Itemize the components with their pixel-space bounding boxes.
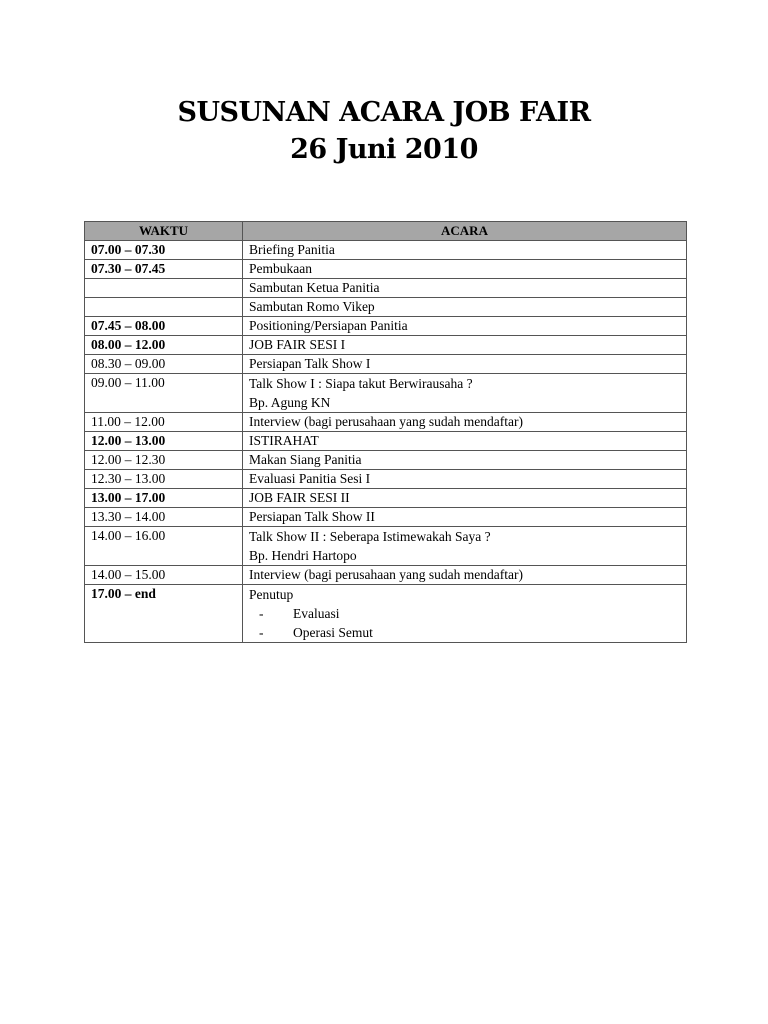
acara-cell: JOB FAIR SESI I [243,336,687,355]
waktu-cell: 17.00 – end [85,585,243,643]
speaker-line: Bp. Agung KN [249,395,331,410]
acara-cell: Persiapan Talk Show II [243,508,687,527]
waktu-cell-empty [85,298,243,317]
waktu-cell: 08.30 – 09.00 [85,355,243,374]
acara-line: Talk Show II : Seberapa Istimewakah Saya ? [249,529,491,544]
waktu-cell: 14.00 – 15.00 [85,566,243,585]
list-item-text: Operasi Semut [293,625,373,640]
table-row [85,355,687,374]
list-item-text: Evaluasi [293,606,340,621]
list-item [249,604,680,623]
table-row [85,470,687,489]
table-row [85,317,687,336]
acara-cell: Persiapan Talk Show I [243,355,687,374]
title-line-1: SUSUNAN ACARA JOB FAIR [177,97,591,128]
table-row [85,451,687,470]
table-row [85,566,687,585]
table-row [85,432,687,451]
waktu-cell-empty [85,279,243,298]
acara-cell [243,527,687,566]
acara-cell: Pembukaan [243,260,687,279]
table-row [85,489,687,508]
table-row [85,260,687,279]
acara-cell: Evaluasi Panitia Sesi I [243,470,687,489]
table-row [85,508,687,527]
waktu-cell: 13.30 – 14.00 [85,508,243,527]
list-dash: - [259,625,264,640]
table-row [85,585,687,643]
acara-line: Talk Show I : Siapa takut Berwirausaha ? [249,376,473,391]
table-header-row [85,222,687,241]
waktu-cell: 09.00 – 11.00 [85,374,243,413]
acara-cell [243,374,687,413]
acara-line: Penutup [249,587,294,602]
acara-cell: Interview (bagi perusahaan yang sudah mendaftar) [243,413,687,432]
closing-items-list [249,604,680,642]
acara-cell: Sambutan Ketua Panitia [243,279,687,298]
waktu-cell: 13.00 – 17.00 [85,489,243,508]
table-row [85,279,687,298]
table-row [85,241,687,260]
acara-cell: ISTIRAHAT [243,432,687,451]
acara-cell: Makan Siang Panitia [243,451,687,470]
waktu-cell: 12.00 – 12.30 [85,451,243,470]
waktu-cell: 12.00 – 13.00 [85,432,243,451]
table-row [85,527,687,566]
waktu-cell: 07.30 – 07.45 [85,260,243,279]
speaker-line: Bp. Hendri Hartopo [249,548,357,563]
waktu-cell: 07.00 – 07.30 [85,241,243,260]
list-dash: - [259,606,264,621]
table-row [85,336,687,355]
acara-cell: Briefing Panitia [243,241,687,260]
waktu-cell: 07.45 – 08.00 [85,317,243,336]
table-row [85,413,687,432]
acara-cell: Positioning/Persiapan Panitia [243,317,687,336]
waktu-cell: 11.00 – 12.00 [85,413,243,432]
schedule-table [84,221,687,643]
list-item [249,623,680,642]
header-waktu: WAKTU [85,222,243,241]
waktu-cell: 12.30 – 13.00 [85,470,243,489]
title-line-2-date: 26 Juni 2010 [290,134,478,165]
waktu-cell: 08.00 – 12.00 [85,336,243,355]
document-title [0,94,768,168]
waktu-cell: 14.00 – 16.00 [85,527,243,566]
table-row [85,298,687,317]
acara-cell: JOB FAIR SESI II [243,489,687,508]
header-acara: ACARA [243,222,687,241]
table-row [85,374,687,413]
acara-cell: Interview (bagi perusahaan yang sudah mendaftar) [243,566,687,585]
acara-cell: Sambutan Romo Vikep [243,298,687,317]
acara-cell [243,585,687,643]
